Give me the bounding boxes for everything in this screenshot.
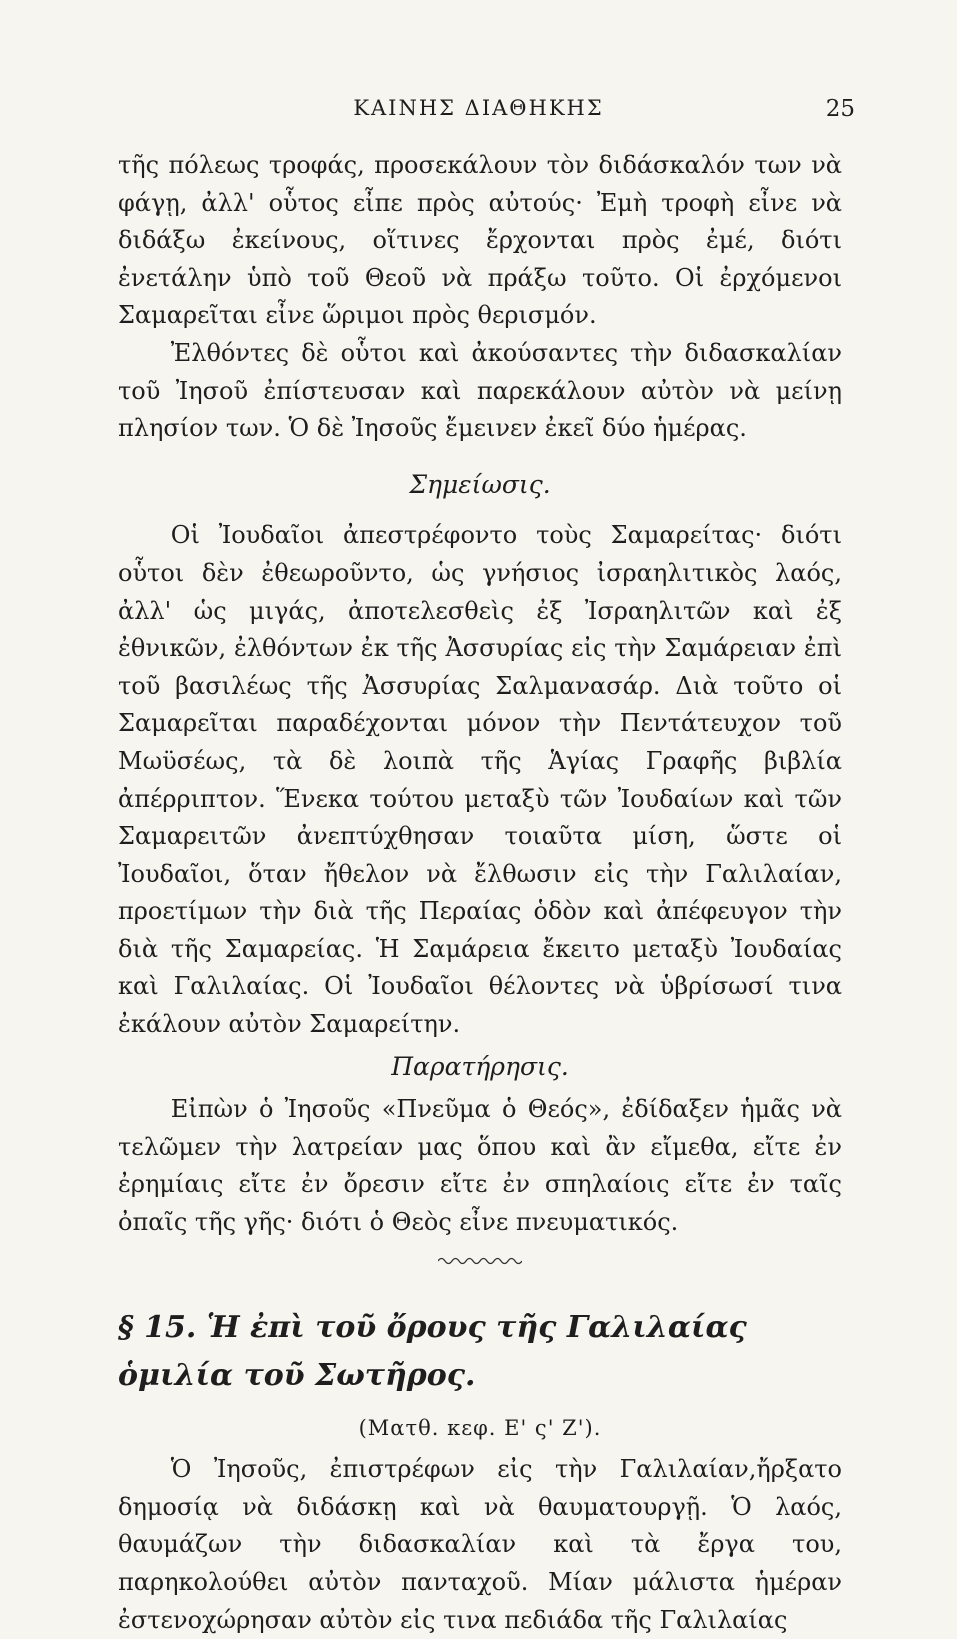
paragraph: Ἐλθόντες δὲ οὗτοι καὶ ἀκούσαντες τὴν διδασκαλίαν τοῦ Ἰησοῦ ἐπίστευσαν καὶ παρεκάλουν αὐτὸν νὰ μείνῃ πλησίον των. Ὁ δὲ Ἰησοῦς ἔμεινεν ἐκεῖ δύο ἡμέρας. — [118, 338, 842, 443]
note-paragraph: Οἱ Ἰουδαῖοι ἀπεστρέφοντο τοὺς Σαμαρείτας· διότι οὗτοι δὲν ἐθεωροῦντο, ὡς γνήσιος ἰσραηλιτικὸς λαός, ἀλλ' ὡς μιγάς, ἀποτελεσθεὶς ἐξ Ἰσραηλιτῶν καὶ ἐξ ἐθνικῶν, ἐλθόντων ἐκ τῆς Ἀσσυρίας εἰς τὴν Σαμάρειαν ἐπὶ τοῦ βασιλέως τῆς Ἀσσυρίας Σαλμανασάρ. Διὰ τοῦτο οἱ Σαμαρεῖται παραδέχονται μόνον τὴν Πεντάτευχον τοῦ Μωϋσέως, τὰ δὲ λοιπὰ τῆς Ἁγίας Γραφῆς βιβλία ἀπέρριπτον. Ἕνεκα τούτου μεταξὺ τῶν Ἰουδαίων καὶ τῶν Σαμαρειτῶν ἀνεπτύχθησαν τοιαῦτα μίση, ὥστε οἱ Ἰουδαῖοι, ὅταν ἤθελον νὰ ἔλθωσιν εἰς τὴν Γαλιλαίαν, προετίμων τὴν διὰ τῆς Περαίας ὁδὸν καὶ ἀπέφευγον τὴν διὰ τῆς Σαμαρείας. Ἡ Σαμάρεια ἔκειτο μεταξὺ Ἰουδαίας καὶ Γαλιλαίας. Οἱ Ἰουδαῖοι θέλοντες νὰ ὑβρίσωσί τινα ἐκάλουν αὐτὸν Σαμαρείτην. — [118, 521, 842, 1039]
paragraph-continued: τῆς πόλεως τροφάς, προσεκάλουν τὸν διδάσκαλόν των νὰ φάγῃ, ἀλλ' οὗτος εἶπε πρὸς αὐτούς· Ἐμὴ τροφὴ εἶνε νὰ διδάξω ἐκείνους, οἵτινες ἔρχονται πρὸς ἐμέ, διότι ἐνετάλην ὑπὸ τοῦ Θεοῦ νὰ πράξω τοῦτο. Οἱ ἐρχόμενοι Σαμαρεῖται εἶνε ὥριμοι πρὸς θερισμόν. — [118, 151, 842, 330]
page-number: 25 — [825, 96, 855, 122]
wavy-divider-ornament — [438, 1256, 522, 1266]
remark-paragraph: Εἰπὼν ὁ Ἰησοῦς «Πνεῦμα ὁ Θεός», ἐδίδαξεν ἡμᾶς νὰ τελῶμεν τὴν λατρείαν μας ὅπου καὶ ἂν εἴμεθα, εἴτε ἐν ἐρημίαις εἴτε ἐν ὄρεσιν εἴτε ἐν σπηλαίοις εἴτε ἐν ταῖς ὀπαῖς τῆς γῆς· διότι ὁ Θεὸς εἶνε πνευματικός. — [118, 1095, 842, 1237]
running-title: ΚΑΙΝΗΣ ΔΙΑΘΗΚΗΣ — [353, 96, 604, 120]
remark-heading: Παρατήρησις. — [391, 1051, 569, 1081]
scripture-reference: (Ματθ. κεφ. Ε' ς' Ζ'). — [358, 1415, 602, 1440]
page-body — [118, 147, 842, 1639]
section-number: § 15. — [118, 1309, 197, 1345]
section-paragraph: Ὁ Ἰησοῦς, ἐπιστρέφων εἰς τὴν Γαλιλαίαν,ἤρξατο δημοσίᾳ νὰ διδάσκῃ καὶ νὰ θαυματουργῇ. Ὁ λαός, θαυμάζων τὴν διδασκαλίαν καὶ τὰ ἔργα του, παρηκολούθει αὐτὸν πανταχοῦ. Μίαν μάλιστα ἡμέραν ἐστενοχώρησαν αὐτὸν εἰς τινα πεδιάδα τῆς Γαλιλαίας — [118, 1455, 842, 1634]
note-heading: Σημείωσις. — [409, 469, 551, 499]
section-title-line2: ὁμιλία τοῦ Σωτῆρος. — [118, 1357, 476, 1393]
section-title-line1: Ἡ ἐπὶ τοῦ ὄρους τῆς Γαλιλαίας — [206, 1309, 747, 1345]
section-heading — [118, 1304, 842, 1352]
running-header — [0, 96, 957, 130]
